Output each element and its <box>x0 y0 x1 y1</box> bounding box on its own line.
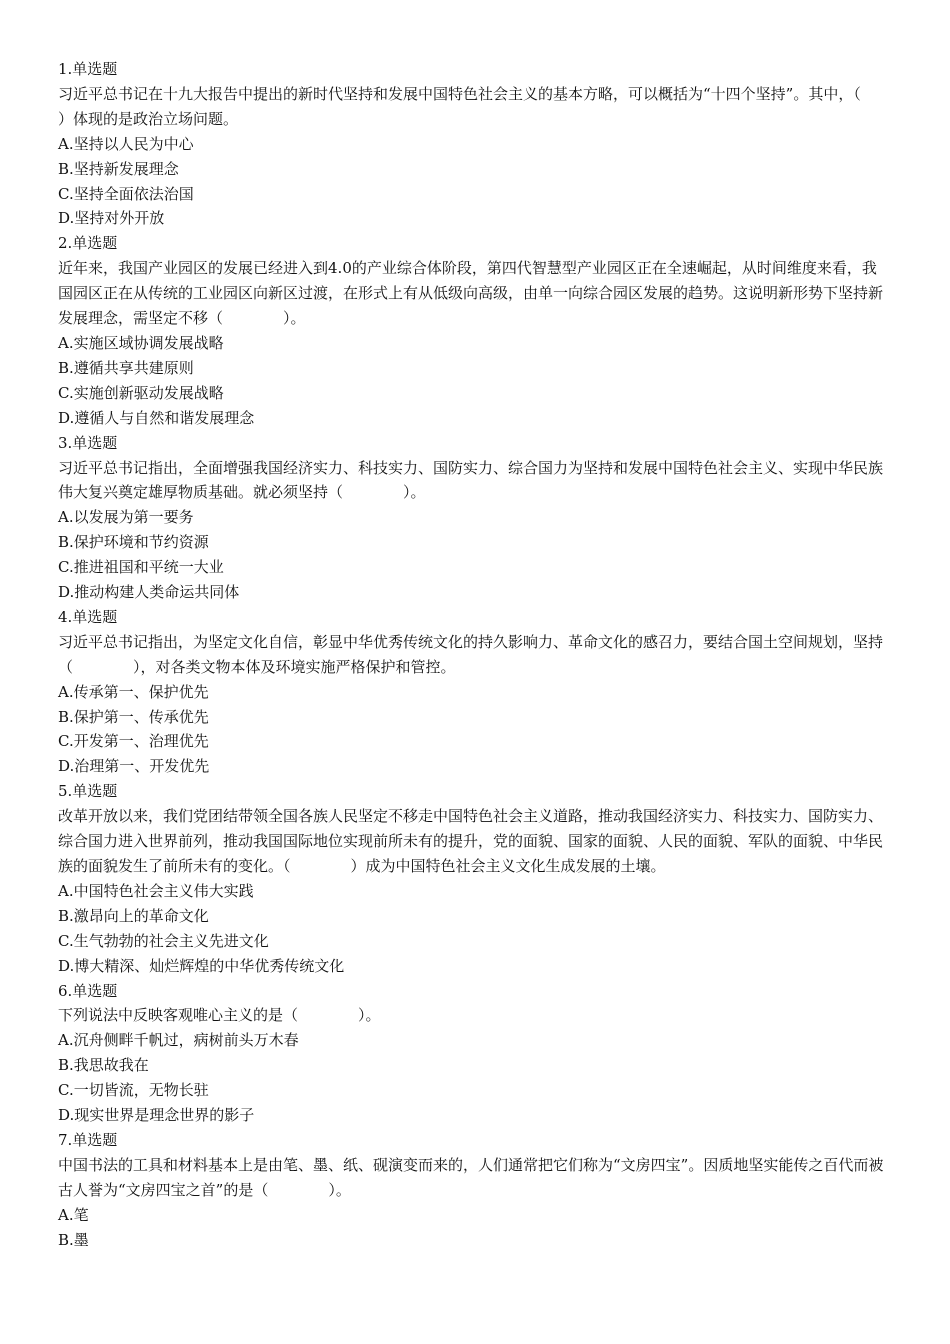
option-a: A.沉舟侧畔千帆过，病树前头万木春 <box>58 1031 299 1050</box>
question-7 <box>58 1128 888 1253</box>
option-b: B.坚持新发展理念 <box>58 159 179 178</box>
question-5 <box>58 779 888 978</box>
option-c: C.一切皆流，无物长驻 <box>58 1081 209 1100</box>
option-d: D.治理第一、开发优先 <box>58 757 210 776</box>
question-header: 4.单选题 <box>58 607 118 626</box>
question-document <box>58 57 921 1253</box>
option-a: A.坚持以人民为中心 <box>58 134 194 153</box>
question-header: 3.单选题 <box>58 433 118 452</box>
option-c: C.坚持全面依法治国 <box>58 184 194 203</box>
question-stem: 习近平总书记指出，为坚定文化自信，彰显中华优秀传统文化的持久影响力、革命文化的感召力，要结合国土空间规划，坚持（ ），对各类文物本体及环境实施严格保护和管控。 <box>58 632 884 676</box>
option-c: C.推进祖国和平统一大业 <box>58 558 224 577</box>
option-d: D.遵循人与自然和谐发展理念 <box>58 408 255 427</box>
question-header: 2.单选题 <box>58 234 118 253</box>
option-a: A.笔 <box>58 1205 89 1224</box>
question-2 <box>58 231 888 430</box>
question-header: 6.单选题 <box>58 981 118 1000</box>
question-6 <box>58 979 888 1128</box>
question-header: 5.单选题 <box>58 782 118 801</box>
question-stem: 习近平总书记指出，全面增强我国经济实力、科技实力、国防实力、综合国力为坚持和发展中国特色社会主义、实现中华民族伟大复兴奠定雄厚物质基础。就必须坚持（ ）。 <box>58 458 884 502</box>
option-a: A.实施区域协调发展战略 <box>58 333 224 352</box>
option-a: A.传承第一、保护优先 <box>58 682 209 701</box>
question-1 <box>58 57 921 231</box>
option-c: C.生气勃勃的社会主义先进文化 <box>58 931 269 950</box>
option-a: A.中国特色社会主义伟大实践 <box>58 881 254 900</box>
option-d: D.现实世界是理念世界的影子 <box>58 1106 255 1125</box>
option-b: B.我思故我在 <box>58 1056 149 1075</box>
option-d: D.坚持对外开放 <box>58 209 165 228</box>
question-stem: 习近平总书记在十九大报告中提出的新时代坚持和发展中国特色社会主义的基本方略，可以概括为“十四个坚持”。其中，（ ）体现的是政治立场问题。 <box>58 84 921 128</box>
question-3 <box>58 431 888 605</box>
question-header: 7.单选题 <box>58 1130 118 1149</box>
option-b: B.墨 <box>58 1230 89 1249</box>
question-stem: 中国书法的工具和材料基本上是由笔、墨、纸、砚演变而来的，人们通常把它们称为“文房四宝”。因质地坚实能传之百代而被古人誉为“文房四宝之首”的是（ ）。 <box>58 1155 884 1199</box>
option-c: C.开发第一、治理优先 <box>58 732 209 751</box>
question-stem: 近年来，我国产业园区的发展已经进入到4.0的产业综合体阶段，第四代智慧型产业园区正在全速崛起，从时间维度来看，我国园区正在从传统的工业园区向新区过渡，在形式上有从低级向高级，由单一向综合园区发展的趋势。这说明新形势下坚持新发展理念，需坚定不移（ ）。 <box>58 259 884 328</box>
option-b: B.保护第一、传承优先 <box>58 707 209 726</box>
option-b: B.遵循共享共建原则 <box>58 358 194 377</box>
question-header: 1.单选题 <box>58 60 118 78</box>
question-4 <box>58 605 888 779</box>
question-stem: 改革开放以来，我们党团结带领全国各族人民坚定不移走中国特色社会主义道路，推动我国经济实力、科技实力、国防实力、综合国力进入世界前列，推动我国国际地位实现前所未有的提升，党的面貌、国家的面貌、人民的面貌、军队的面貌、中华民族的面貌发生了前所未有的变化。（ ）成为中国特色社会主义文化生成发展的土壤。 <box>58 807 884 875</box>
option-a: A.以发展为第一要务 <box>58 508 194 527</box>
option-d: D.博大精深、灿烂辉煌的中华优秀传统文化 <box>58 956 345 975</box>
option-b: B.激昂向上的革命文化 <box>58 906 209 925</box>
option-c: C.实施创新驱动发展战略 <box>58 383 224 402</box>
question-stem: 下列说法中反映客观唯心主义的是（ ）。 <box>58 1006 381 1025</box>
option-b: B.保护环境和节约资源 <box>58 533 209 552</box>
option-d: D.推动构建人类命运共同体 <box>58 583 240 602</box>
